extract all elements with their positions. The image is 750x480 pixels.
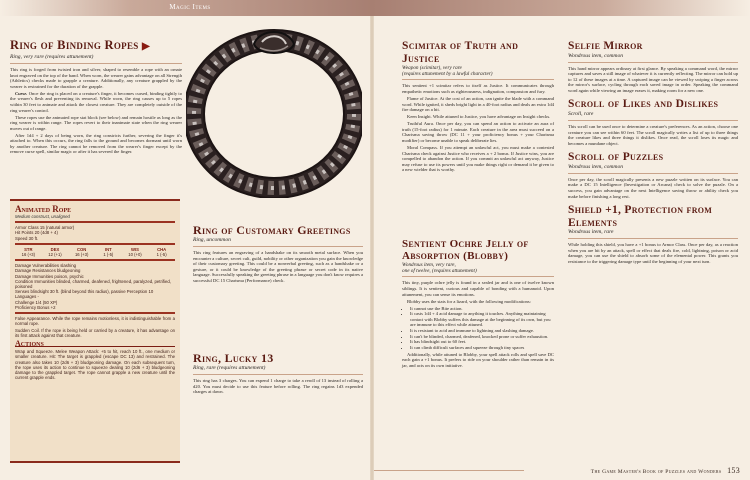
scimitar-section (402, 40, 554, 174)
binding-p3: These ropes use the animated rope stat block (see below) and remain hostile as long as the ring wearer is within range. The ropes revert to their inanimate state when the ring wearer moves out of range. (10, 114, 182, 131)
ability-value: 12 (+1) (48, 252, 62, 258)
list-item: • It cannot use the Bite action. (410, 306, 554, 312)
likes-p1: This scroll can be used once to determine a creature's preferences. As an action, choose one creature you can see within 60 feet. The scroll magically writes a list of up to three things the creature likes and three things it dislikes. Once read, the scroll loses its magic and becomes a mundane object. (568, 123, 738, 146)
binding-p1: This ring is forged from twisted iron and silver, shaped to resemble a rope with an ornate knot engraved on the top of the band. When worn, the wearer gains advantage on all Strength (Athletics) checks made to grapple a creature. Additionally, any creature grappled by the wearer is restrained for the duration of the grapple. (10, 67, 182, 89)
stat-languages: Languages - (15, 294, 39, 300)
right-column (568, 40, 738, 266)
divider (568, 173, 738, 174)
footer-rule (374, 470, 524, 471)
binding-p4: After 1d4 + 2 days of being worn, the ring constricts further, severing the finger it's attached to. When this occurs, the ring falls to the ground and becomes dormant until worn by another creature. The ring cannot be removed from the wearer's finger except by the remove curse spell, similar magic or after it has severed the finger. (10, 132, 182, 155)
list-item: • It is resistant to acid and immune to lightning and slashing damage. (410, 328, 554, 334)
divider (402, 276, 554, 277)
stat-challenge: Challenge 1/4 (50 XP) (15, 299, 58, 305)
ability-value: 16 (+3) (21, 252, 36, 258)
stat-type: Medium construct, unaligned (15, 214, 70, 219)
binding-p2: Curse. Once the ring is placed on a creature's finger, it becomes cursed, binding tightly to the wearer's flesh and preventing its removal. While worn, the ring causes up to 5 ropes within 30 feet to animate and attack the closest creature. They are completely outside of the ring wearer's control. (10, 90, 183, 113)
selfie-title: Selfie Mirror (568, 40, 643, 52)
shield-subtitle: Wondrous item, rare (568, 229, 614, 236)
stat-divider (15, 221, 175, 223)
puzzles-p1: Once per day, the scroll magically presents a new puzzle written on its surface. You can make a DC 15 Intelligence (Investigation or Arcana) check to solve the puzzle. On a success, you gain advantage on the next Intelligence saving throw or ability check you make before finishing a long rest. (568, 176, 738, 199)
list-item: • It can't be blinded, charmed, deafened, knocked prone or suffer exhaustion. (410, 334, 554, 340)
binding-section (10, 38, 182, 156)
lucky-subtitle: Ring, rare (requires attunement) (193, 365, 266, 371)
ability-value: 1 (-5) (103, 252, 114, 258)
stat-trait: False Appearance. While the rope remains motionless, it is indistinguishable from a normal rope. (15, 316, 175, 327)
lucky-title: Ring, Lucky 13 (193, 351, 274, 365)
selfie-subtitle: Wondrous item, common (568, 52, 624, 59)
jelly-p2: Blobby uses the stats for a lizard, with the following modifications: (407, 298, 531, 304)
stat-action: Wrap and Squeeze. Melee Weapon Attack: +5 to hit, reach 10 ft., one medium or smaller creature. Hit: The target is grappled (escape DC 13) and restrained. The creature also takes 10 (2d6 + 3) bludgeoning damage. On each subsequent turn, the rope uses its action to continue to squeeze dealing 10 (2d6 + 3) bludgeoning damage to the grappled target. The rope cannot grapple a new creature until the current grapple ends. (15, 349, 175, 381)
stat-hp: Hit Points 20 (4d8 + 4) (15, 230, 58, 236)
stat-trait: Sudden Coil. If the rope is being held or carried by a creature, it has advantage on its first attack against that creature. (15, 327, 175, 338)
likes-title: Scroll of Likes and Dislikes (568, 98, 719, 111)
ability-scores (15, 247, 175, 257)
scimitar-p5: Moral Compass. If you attempt an unlawful act, you must make a contested Charisma check against Justice who receives a + 2 bonus. If Justice wins, you are compelled to abandon the action. If you commit an unlawful act anyway, Justice may refuse to use its powers until you make things right or demand it be given to a new wielder that is worthy. (402, 144, 554, 173)
footer-book-title: The Game Master's Book of Puzzles and Wonders (590, 469, 722, 475)
shield-title: Shield +1, Protection from Elements (568, 204, 713, 229)
stat-vuln: Damage Vulnerabilities slashing (15, 263, 76, 269)
binding-subtitle: Ring, very rare (requires attunement) (10, 54, 94, 60)
list-item: • It casts 1d4 + 4 acid damage to anything it touches. Anything maintaining contact with Blobby suffers this damage at the beginning of its own, but you are immune to this effect while attuned. (410, 311, 554, 328)
ability-value: 1 (-5) (156, 252, 167, 258)
ability-name: CHA (157, 246, 167, 252)
right-triangle-icon: ▶ (142, 41, 151, 52)
stat-resist: Damage Resistances bludgeoning (15, 268, 81, 274)
stat-block-animated-rope (10, 199, 180, 463)
ability-name: WIS (131, 246, 139, 252)
customary-title: Ring of Customary Greetings (193, 223, 351, 237)
list-item: • It has blindsight out to 60 feet. (410, 339, 554, 345)
selfie-p1: This hand mirror appears ordinary at first glance. By speaking a command word, the mirror captures and saves a still image of whatever it is currently reflecting. The mirror can hold up to 12 of these images at a time. A captured image can be viewed by swiping a finger across the mirror's surface, cycling through each saved image in order. Speaking the command word again while viewing an image erases it, making room for a new one. (568, 65, 738, 93)
divider (193, 246, 363, 247)
stat-name: Animated Rope (15, 204, 72, 214)
stat-senses: Senses blindsight 30 ft. (blind beyond this radius), passive Perception 10 (15, 289, 154, 295)
page-number: 153 (727, 466, 740, 475)
page-footer (530, 466, 740, 475)
actions-heading: Actions (15, 341, 175, 347)
customary-subtitle: Ring, uncommon (193, 237, 231, 243)
ability-name: INT (104, 246, 112, 252)
jelly-subtitle: one of twelve, (requires attunement) (402, 268, 477, 275)
scimitar-p2: Flame of Justice. At the cost of an action, can ignite the blade with a command word. While ignited, it sheds bright light in a 40-foot radius and deals an extra 1d4 fire damage on a hit. (402, 95, 554, 113)
ability-value: 16 (+3) (74, 252, 89, 258)
customary-section (193, 224, 363, 285)
lucky-section (193, 352, 363, 396)
scimitar-title: Scimitar of Truth and Justice (402, 40, 519, 65)
ability-name: CON (77, 246, 87, 252)
divider (193, 374, 363, 375)
scimitar-subtitle: Weapon (scimitar), very rare (402, 65, 462, 71)
scimitar-p4: Truthful Aura. Once per day, you can spend an action to activate an aura of truth (15-foot radius) for 1 minute. Each creature in the area must succeed on a Charisma saving throw (DC 11 + your proficiency bonus + your Charisma modifier) or become unable to speak deliberate lies. (402, 121, 554, 143)
customary-p1: This ring features an engraving of a handshake on its smooth metal surface. When you encounter a culture, secret cult, guild, nobility or other organization you gain the knowledge of their customary greeting. This could be a nonverbal greeting, such as a handshake or a gesture, or it could be knowledge of the greeting phrase or secret code in its native language. Successfully speaking the greeting phrase in a language you don't know requires a successful DC 15 Charisma (Performance) check. (193, 250, 363, 283)
stat-ac: Armor Class 15 (natural armor) (15, 225, 75, 231)
stat-speed: Speed 30 ft. (15, 235, 39, 241)
divider (568, 238, 738, 239)
scimitar-p1: This sentient +1 scimitar refers to itself as Justice. It communicates through empathetic emotions such as righteousness, indignation, compassion and fury. (402, 83, 554, 94)
jelly-list (402, 306, 554, 351)
jelly-p3: Additionally, while attuned to Blobby, your spell attack rolls and spell save DC each gain a +1 bonus. It prefers to ride on your shoulder rather than remain in its jar, and acts on its own initiative. (402, 351, 554, 368)
jelly-p1: This tiny, purple ochre jelly is found in a sealed jar and is one of twelve known siblings. It is sentient, curious and capable of bonding with a humanoid. Upon attunement, you can sense its emotions. (402, 280, 554, 297)
ability-value: 10 (+0) (128, 252, 142, 258)
shield-p1: While holding this shield, you have a +1 bonus to Armor Class. Once per day, as a reaction when you are hit by an attack, spell or effect that deals fire, cold, lightning, poison or acid damage, you can use the shield to absorb some of the elemental power. This grants you resistance to the triggering damage type until the beginning of your next turn. (568, 242, 738, 264)
divider (568, 120, 738, 121)
stat-proficiency: Proficiency Bonus +2 (15, 304, 56, 310)
stat-immune: Damage Immunities poison, psychic (15, 273, 84, 279)
scimitar-subtitle: (requires attunement by a lawful character) (402, 71, 493, 78)
header-title: Magic Items (169, 3, 211, 11)
binding-title: Ring of Binding Ropes ▶ (10, 38, 151, 52)
stat-divider (15, 312, 175, 314)
jelly-section (402, 238, 554, 370)
jelly-title: Sentient Ochre Jelly of Absorption (Blobby) (402, 238, 529, 262)
ability-name: STR (24, 246, 33, 252)
lucky-p1: This ring has 3 charges. You can expend 1 charge to take a reroll of 13 instead of rolling a d20. You must decide to use this feature before rolling. The ring regains 1d3 expended charges at dawn. (193, 378, 363, 395)
divider (10, 63, 182, 64)
jelly-subtitle: Wondrous item, very rare, (402, 262, 456, 268)
divider (568, 62, 738, 63)
puzzles-subtitle: Wondrous item, common (568, 163, 624, 170)
stat-conditions: Condition Immunities blinded, charmed, deafened, frightened, paralyzed, petrified, poisoned (15, 278, 171, 290)
stat-divider (15, 259, 175, 261)
page-gutter (370, 16, 374, 480)
header-bar-right (372, 0, 750, 16)
puzzles-title: Scroll of Puzzles (568, 151, 664, 164)
list-item: • It can climb difficult surfaces and squeeze through tiny spaces (410, 345, 554, 351)
ability-name: DEX (50, 246, 60, 252)
ring-illustration (186, 22, 362, 198)
stat-divider (15, 243, 175, 245)
divider (402, 79, 554, 80)
likes-subtitle: Scroll, rare (568, 110, 594, 117)
scimitar-p3: Keen Insight. While attuned to Justice, you have advantage on Insight checks. (407, 114, 551, 120)
